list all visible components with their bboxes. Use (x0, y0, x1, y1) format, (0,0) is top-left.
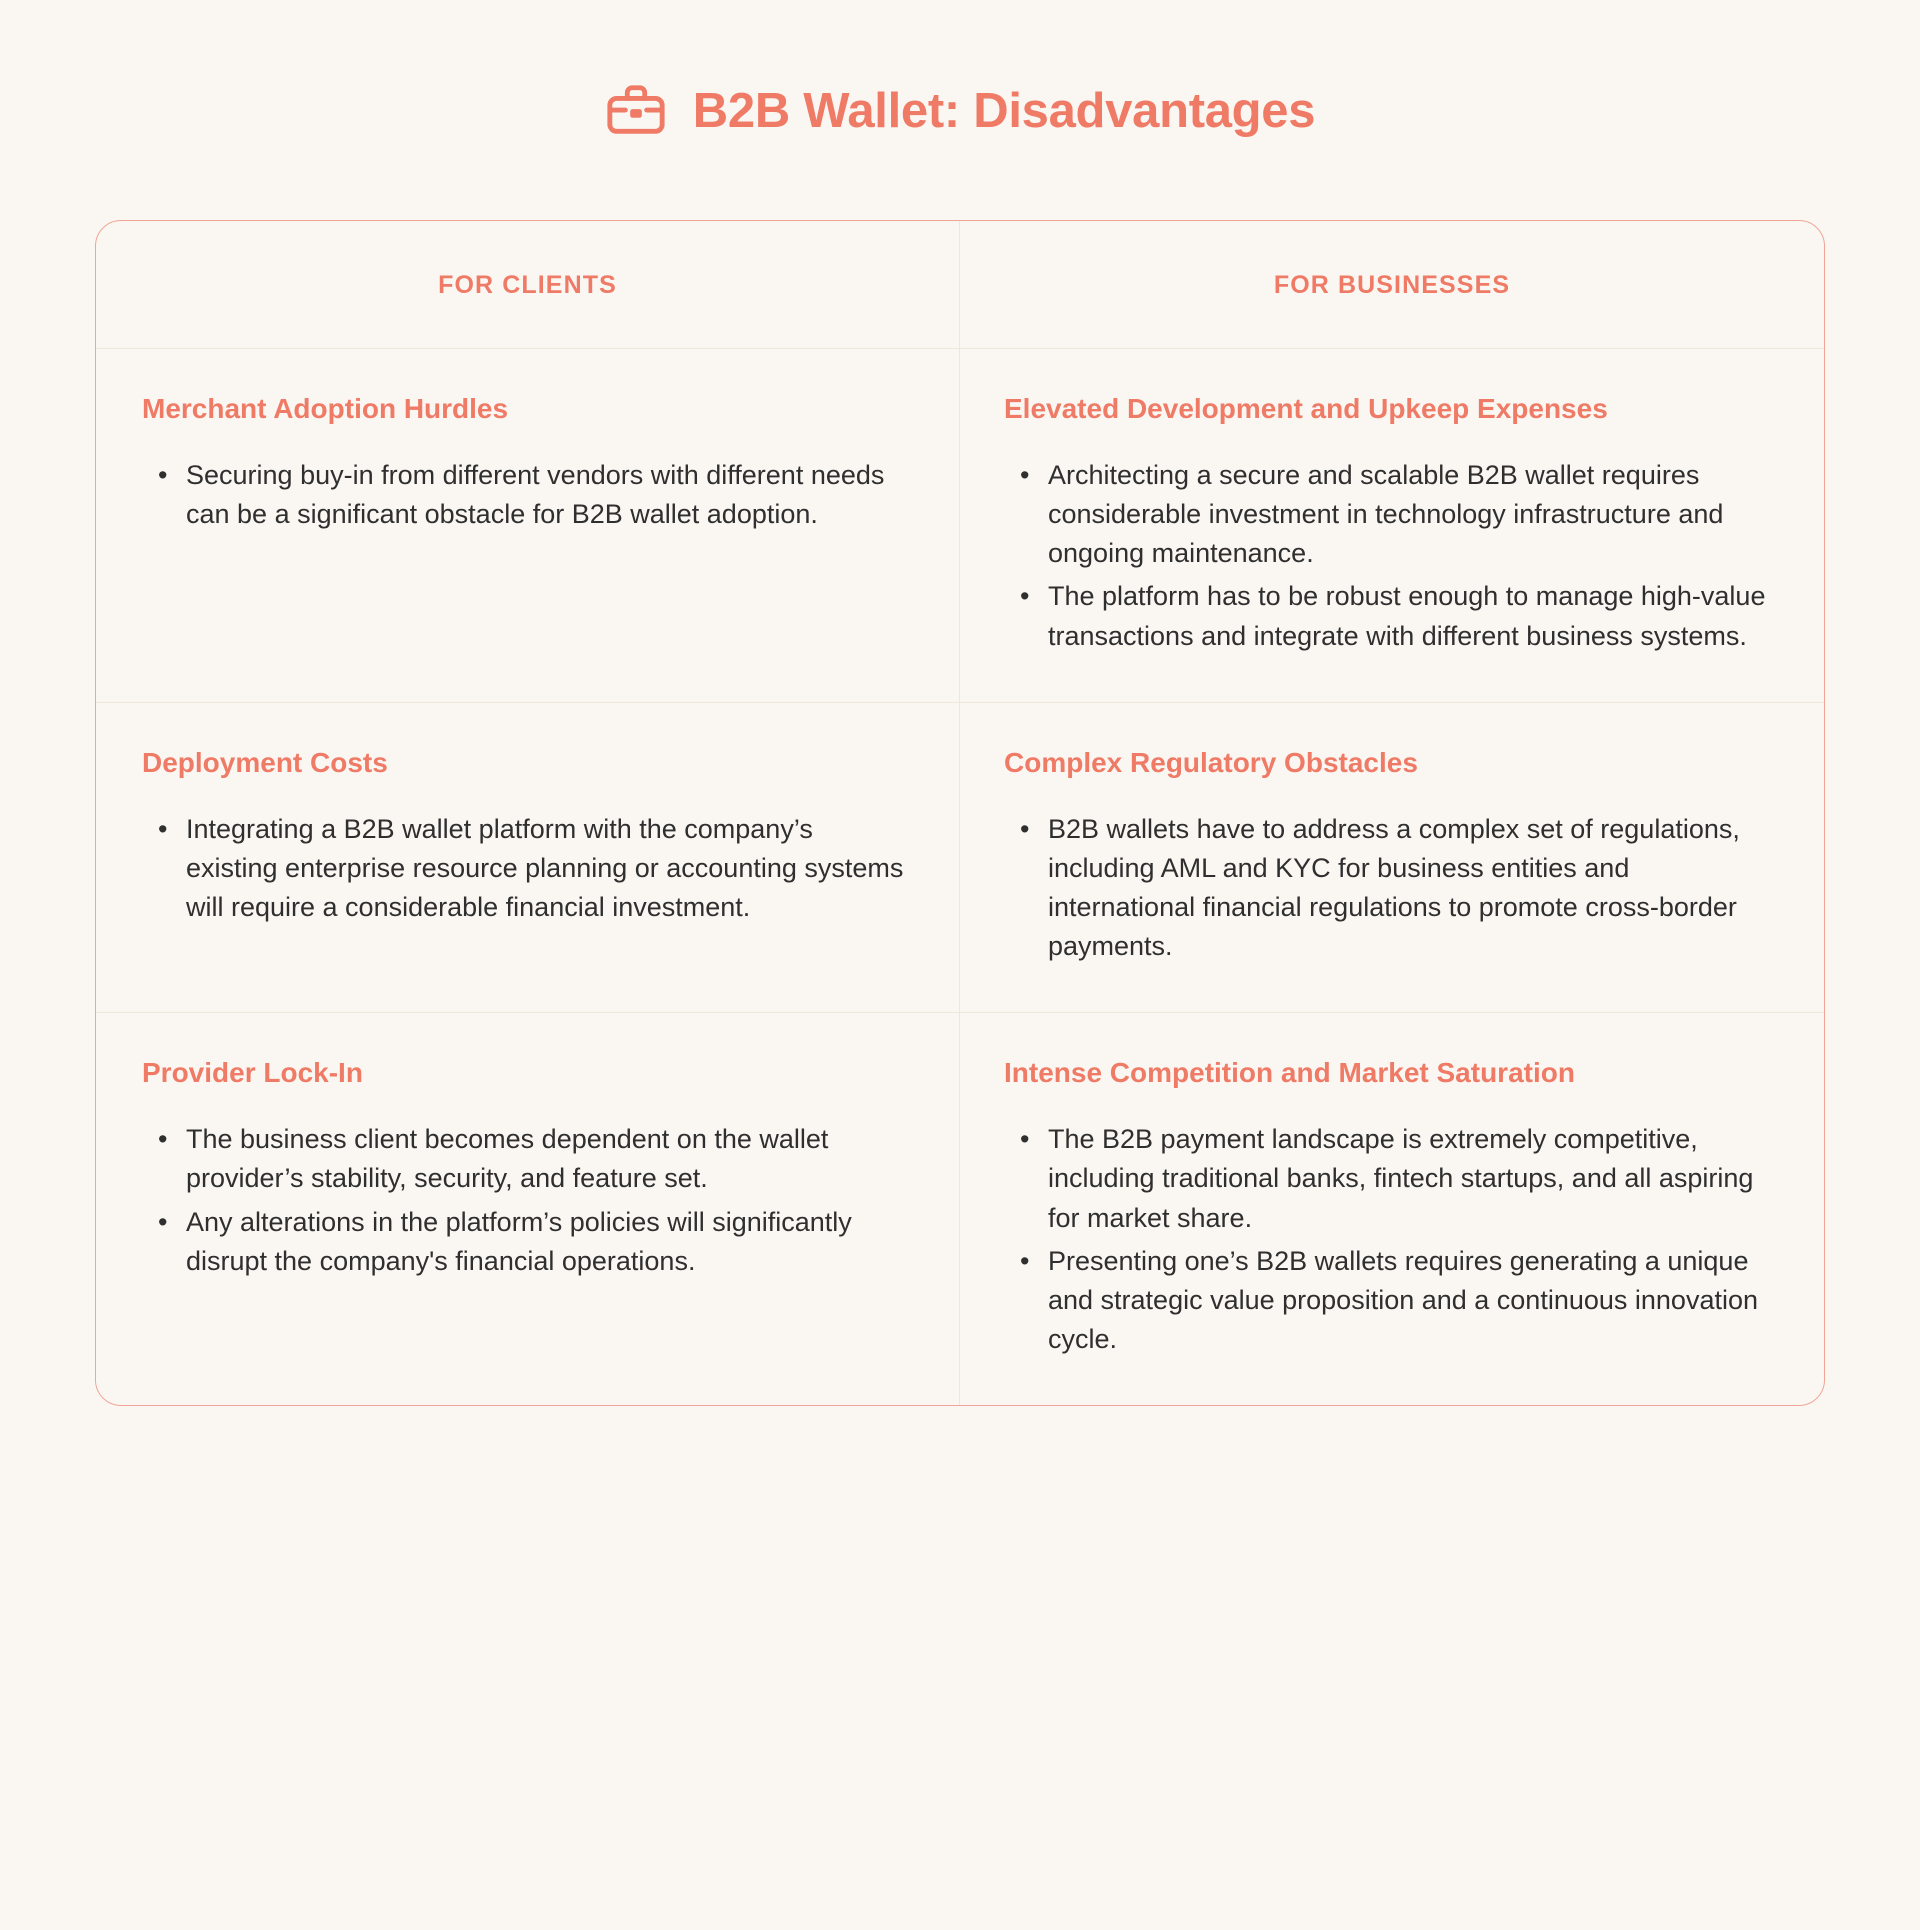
cell-title: Complex Regulatory Obstacles (1004, 746, 1418, 778)
cell-title: Provider Lock-In (142, 1057, 363, 1089)
table-row (96, 1013, 1824, 1405)
page-header (95, 80, 1825, 142)
column-header-clients: FOR CLIENTS (96, 221, 960, 348)
list-item: • The business client becomes dependent on the wallet provider’s stability, security, and feature set. (150, 1120, 907, 1198)
list-item: • Securing buy-in from different vendors with different needs can be a significant obstacle for B2B wallet adoption. (150, 456, 907, 534)
bullet-list (1004, 1120, 1772, 1359)
page-title: B2B Wallet: Disadvantages (692, 83, 1316, 138)
table-header-row (96, 221, 1824, 349)
bullet-list (142, 810, 907, 927)
cell-clients-1 (96, 349, 960, 702)
list-item: • Presenting one’s B2B wallets requires generating a unique and strategic value proposition and a continuous innovation cycle. (1012, 1242, 1772, 1359)
table-row (96, 703, 1824, 1014)
bullet-list (1004, 456, 1772, 656)
bullet-list (142, 1120, 907, 1281)
list-item: • Any alterations in the platform’s policies will significantly disrupt the company's financial operations. (150, 1203, 907, 1281)
cell-clients-2 (96, 703, 960, 1013)
list-item: • Integrating a B2B wallet platform with the company’s existing enterprise resource planning or accounting systems will require a considerable financial investment. (150, 810, 907, 927)
cell-title: Intense Competition and Market Saturation (1004, 1057, 1575, 1089)
list-item: • The B2B payment landscape is extremely competitive, including traditional banks, fintech startups, and all aspiring for market share. (1012, 1120, 1772, 1237)
list-item: • The platform has to be robust enough to manage high-value transactions and integrate with different business systems. (1012, 577, 1772, 655)
cell-businesses-2 (960, 703, 1824, 1013)
cell-title: Elevated Development and Upkeep Expenses (1004, 393, 1608, 424)
bullet-list (1004, 810, 1772, 967)
briefcase-icon (605, 80, 667, 142)
cell-title: Merchant Adoption Hurdles (142, 393, 509, 424)
bullet-list (142, 456, 907, 534)
comparison-table (95, 220, 1825, 1406)
list-item: • B2B wallets have to address a complex set of regulations, including AML and KYC for business entities and international financial regulations to promote cross-border payments. (1012, 810, 1772, 967)
cell-businesses-3 (960, 1013, 1824, 1405)
cell-businesses-1 (960, 349, 1824, 702)
cell-clients-3 (96, 1013, 960, 1405)
table-row (96, 349, 1824, 703)
list-item: • Architecting a secure and scalable B2B wallet requires considerable investment in technology infrastructure and ongoing maintenance. (1012, 456, 1772, 573)
column-header-businesses: FOR BUSINESSES (1273, 271, 1511, 299)
cell-title: Deployment Costs (142, 746, 388, 778)
